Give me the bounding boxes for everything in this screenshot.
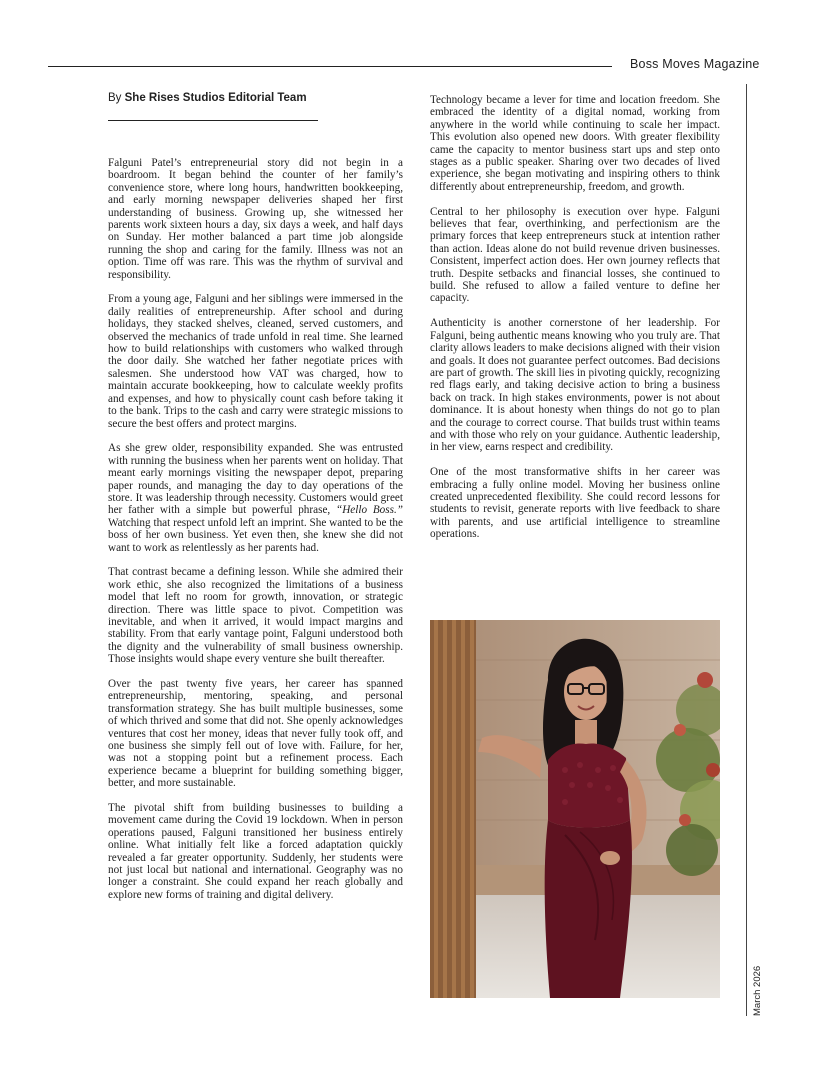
article-paragraph [108, 442, 403, 554]
article-paragraph: Technology became a lever for time and location freedom. She embraced the identity of a digital nomad, working from anywhere in the world while continuing to scale her impact. This evolution also opened new doors. With greater flexibility came the capacity to mentor business start ups and step onto stages as a public speaker. Sharing over two decades of lived experience, she began motivating and inspiring others to think differently about entrepreneurship, freedom, and growth. [430, 94, 720, 193]
paragraph-text: Watching that respect unfold left an imprint. She wanted to be the boss of her own business. Yet even then, she knew she did not want to work as relentlessly as her parents had. [108, 516, 403, 554]
hello-boss-quote: “Hello Boss.” [335, 504, 403, 517]
byline [108, 92, 408, 104]
article-paragraph: Falguni Patel’s entrepreneurial story did not begin in a boardroom. It began behind the counter of her family’s convenience store, where long hours, handwritten bookkeeping, and early morning newspaper deliveries shaped her first understanding of business. Growing up, she witnessed her parents work sixteen hours a day, six days a week, and half days on Sunday. Her mother balanced a part time job alongside running the shop and caring for the family. Illness was not an option. Time off was rare. This was the rhythm of survival and responsibility. [108, 157, 403, 281]
article-paragraph: Over the past twenty five years, her career has spanned entrepreneurship, mentoring, speaking, and personal transformation strategy. She has built multiple businesses, some of which thrived and some that did not. She openly acknowledges ventures that cost her money, ideas that never fully took off, and one business she simply fell out of love with. Failure, for her, was not a stopping point but a refinement process. Each experience became a blueprint for building something bigger, better, and more sustainable. [108, 678, 403, 790]
portrait-photo [430, 620, 720, 998]
article-paragraph: Authenticity is another cornerstone of her leadership. For Falguni, being authentic means knowing who you truly are. That clarity allows leaders to make decisions aligned with their vision and goals. It does not guarantee perfect outcomes. Bad decisions are part of growth. The skill lies in pivoting quickly, recognizing red flags early, and taking decisive action to bring a business back on track. In high stakes environments, power is not about dominance. It is about honesty when things do not go to plan and the courage to correct course. That builds trust within teams and with those who rely on your guidance. Authentic leadership, in her view, earns respect and credibility. [430, 317, 720, 454]
article-paragraph: One of the most transformative shifts in her career was embracing a fully online model. Moving her business online created unprecedented flexibility. She could record lessons for students to revisit, generate reports with live feedback to share with parents, and use artificial intelligence to streamline operations. [430, 466, 720, 541]
byline-prefix: By [108, 92, 122, 104]
article-paragraph: The pivotal shift from building businesses to building a movement came during the Covid 19 lockdown. When in person operations paused, Falguni transitioned her business entirely online. What initially felt like a forced adaptation quickly revealed a far greater opportunity. Suddenly, her students were not just local but national and international. Geography was no longer a constraint. She could expand her reach globally and explore new forms of training and digital delivery. [108, 802, 403, 901]
article-left-column [108, 157, 403, 914]
byline-rule [108, 120, 318, 121]
article-paragraph: That contrast became a defining lesson. While she admired their work ethic, she also recognized the limitations of a business model that left no room for growth, innovation, or strategic direction. There was little space to pivot. Competition was inevitable, and when it arrived, it would impact margins and stability. From that early vantage point, Falguni understood both the dignity and the vulnerability of small business ownership. Those insights would shape every venture she built thereafter. [108, 566, 403, 666]
magazine-name: Boss Moves Magazine [630, 57, 760, 71]
header-rule [48, 66, 612, 67]
wood-column [430, 620, 476, 998]
article-right-column [430, 94, 720, 553]
side-rule [746, 84, 747, 1016]
byline-author: She Rises Studios Editorial Team [124, 92, 307, 104]
portrait-illustration [430, 620, 720, 998]
issue-date: March 2026 [752, 965, 763, 1016]
paragraph-text: As she grew older, responsibility expanded. She was entrusted with running the business when her parents went on holiday. That meant early mornings visiting the newspaper depot, preparing paper rounds, and managing the day to day operations of the store. It was leadership through necessity. Customers would greet her father with a simple but powerful phrase, [108, 442, 403, 517]
article-paragraph: From a young age, Falguni and her siblings were immersed in the daily realities of entrepreneurship. After school and during holidays, they stacked shelves, cleaned, served customers, and observed the mechanics of trade unfold in real time. She learned how to build relationships with customers who walked through the door daily. She watched her father negotiate prices with salesmen. She understood how VAT was charged, how to maintain accurate bookkeeping, how to calculate weekly profits and expenses, and how to physically count cash before taking it to the bank. Trips to the cash and carry were strategic missions to secure the best offers and protect margins. [108, 293, 403, 430]
article-paragraph: Central to her philosophy is execution over hype. Falguni believes that fear, overthinking, and perfectionism are the primary forces that keep entrepreneurs stuck at intention rather than action. Ideas alone do not build revenue driven businesses. Consistent, imperfect action does. Her own journey reflects that truth. Despite setbacks and financial losses, she continued to build. She refused to allow a failed venture to define her capacity. [430, 205, 720, 305]
